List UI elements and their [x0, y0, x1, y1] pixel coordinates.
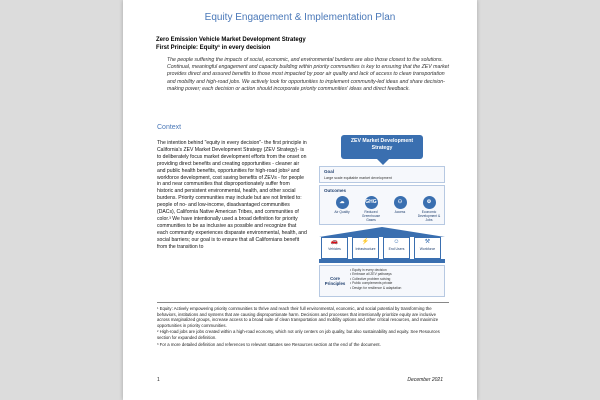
outcome-label: Access	[394, 210, 406, 214]
pillar-label: End Users	[388, 247, 405, 251]
page-number: 1	[157, 377, 160, 383]
heading-line-2: First Principle: Equity¹ in every decision	[156, 45, 271, 51]
vehicle-icon: 🚗	[330, 239, 339, 245]
outcome-ghg	[357, 196, 385, 222]
document-title: Equity Engagement & Implementation Plan	[204, 12, 396, 23]
document-page	[123, 0, 477, 400]
pillar-end-users	[383, 237, 410, 259]
infrastructure-icon: ⚡	[361, 239, 370, 245]
economic-icon: ⚙	[423, 196, 436, 209]
section-heading	[156, 36, 456, 52]
pillar-label: Workforce	[419, 247, 436, 251]
footnote-3: ³ For a more detailed definition and references to relevant statutes see Resources section at the end of the document.	[157, 341, 381, 347]
diagram-title: ZEV Market Development Strategy	[341, 135, 423, 159]
air-quality-icon: ☁	[336, 196, 349, 209]
pillar-label: Vehicles	[328, 247, 341, 251]
ghg-icon: GHG	[365, 196, 378, 209]
outcome-label: Reduced Greenhouse Gases	[361, 210, 381, 222]
outcome-economic	[415, 196, 443, 222]
goal-text: Large scale equitable market development	[324, 176, 392, 180]
footnotes	[157, 302, 449, 348]
body-paragraph: The intention behind "equity in every decision"- the first principle in California's ZEV Market Development Strategy (ZEV Strategy)- is to deliberately focus market development efforts from the onset on providing direct benefits and creating opportunities - cleaner air and public health benefits, opportunities for high-road jobs² and workforce development, cost saving benefits of ZEVs - for people in and near communities that disproportionately suffer from historic and persistent environmental, health, and other social burdens. Priority communities may include but are not limited to: people of no- and low-income, disadvantaged communities (DACs), California Native American Tribes, and communities of color.³ We have intentionally used a broad definition for priority communities to be as inclusive as possible and recognize that each community experiences disparate environmental, health, and social barriers; our goal is to ensure that all Californians benefit from the transition to	[157, 140, 307, 250]
footnote-1: ¹ Equity: Actively empowering priority communities to thrive and reach their full environmental, economic, and social potential by transforming the behaviors, institutions and systems that are causing disproportionate harm. Decisions and processes that intentionally prioritize equity are inclusive across marginalized groups, increase access to a broad suite of clean transportation and mobility options and other critical resources, and maximize opportunities in priority communities.	[157, 306, 439, 328]
zev-strategy-diagram	[319, 135, 445, 297]
pillar-workforce	[414, 237, 441, 259]
goal-row	[319, 166, 445, 183]
document-date: December 2021	[407, 377, 443, 383]
principles-title: Core Principles	[324, 276, 346, 286]
end-users-icon: ☺	[393, 239, 400, 245]
principle-item: • Design for resilience & adaptation	[350, 285, 402, 290]
roof-shape	[319, 227, 445, 237]
outcome-air-quality	[328, 196, 356, 214]
goal-title: Goal	[324, 169, 335, 174]
principle-item: • Equity in every decision	[350, 268, 387, 272]
heading-line-1: Zero Emission Vehicle Market Development Strategy	[156, 37, 306, 43]
outcome-label: Air Quality	[334, 210, 350, 214]
outcomes-title: Outcomes	[324, 188, 347, 193]
outcome-label: Economic Development & Jobs	[417, 210, 441, 222]
intro-paragraph: The people suffering the impacts of social, economic, and environmental burdens are also those closest to the solutions. Continual, meaningful engagement and capacity building within priority communities is key to ensuring that the ZEV market provides direct and assured benefits to those most impacted by poor air quality and lack of access to clean transportation and mobility and high-road jobs. We actively look for opportunities to implement community-led ideas and share decision-making power; each decision or action should incorporate priority communities' ideas and direct feedback.	[167, 57, 450, 92]
principle-item: • Collective problem solving	[350, 276, 391, 281]
workforce-icon: ⚒	[424, 239, 431, 245]
principles-row	[319, 265, 445, 297]
pillar-infrastructure	[352, 237, 379, 259]
outcome-access	[386, 196, 414, 214]
principle-item: • Public complements private	[350, 281, 393, 286]
access-icon: ⚇	[394, 196, 407, 209]
principles-list	[350, 268, 401, 290]
principle-item: • Embrace all ZEV pathways	[350, 272, 392, 277]
outcomes-row	[319, 185, 445, 225]
diagram-arrow	[377, 159, 389, 165]
footnote-2: ² High-road jobs are jobs created within a high-road economy, which not only centers on job quality, but also sustainability and equity. See Resources section for expanded definition.	[157, 329, 440, 340]
base-bar	[319, 259, 445, 263]
pillar-label: Infrastructure	[355, 247, 376, 251]
pillar-vehicles	[321, 237, 348, 259]
pillars-row	[319, 237, 445, 259]
context-heading: Context	[157, 124, 182, 131]
